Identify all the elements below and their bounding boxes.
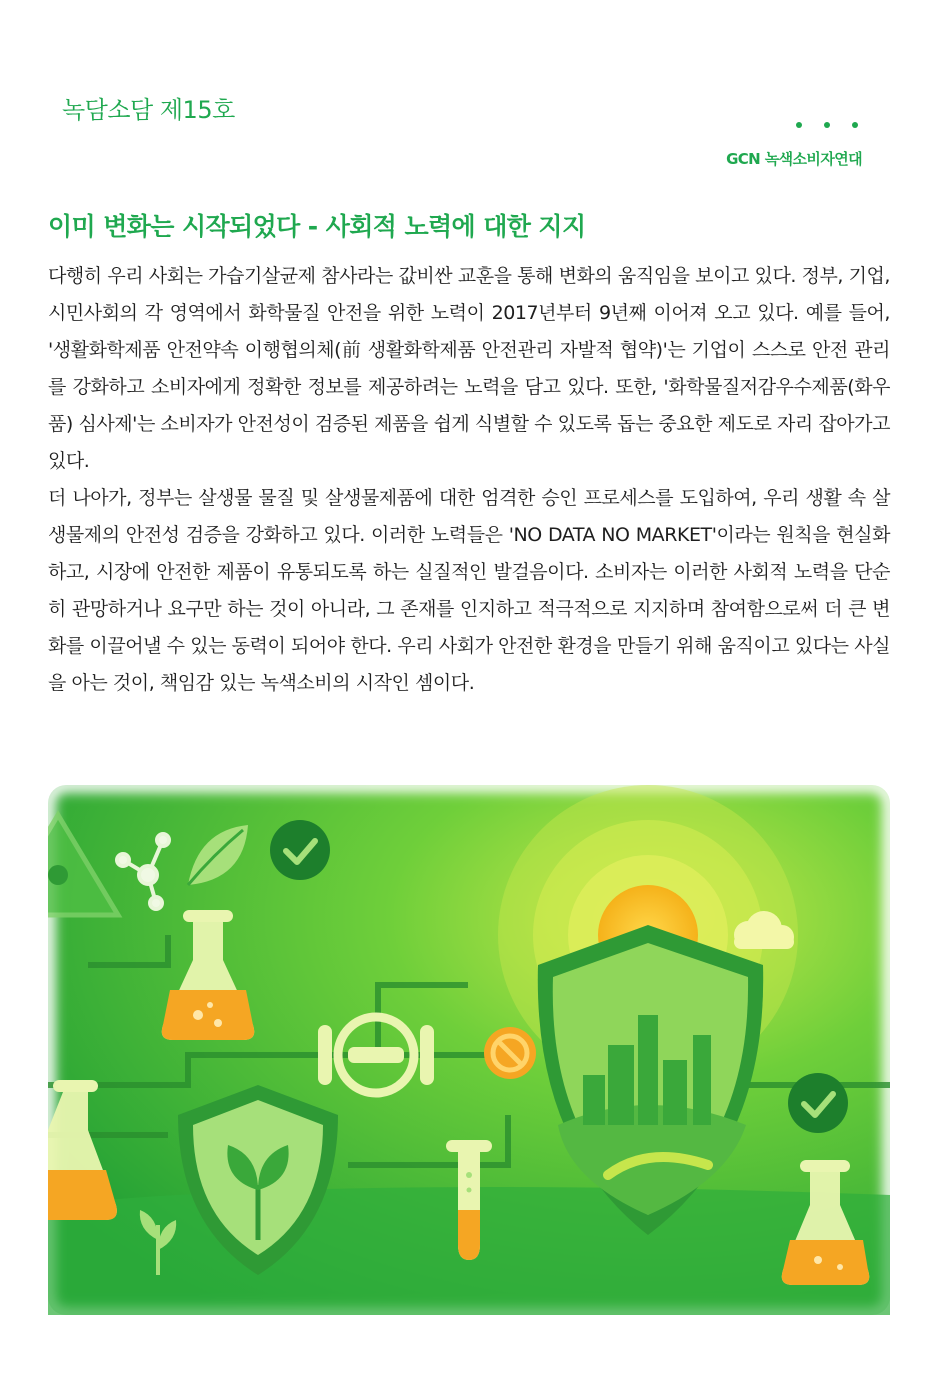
issue-label: 녹담소담 제15호 bbox=[62, 96, 235, 124]
prohibited-icon bbox=[484, 1027, 536, 1079]
dot bbox=[852, 122, 858, 128]
article-heading: 이미 변화는 시작되었다 - 사회적 노력에 대한 지지 bbox=[48, 212, 586, 241]
paragraph: 다행히 우리 사회는 가습기살균제 참사라는 값비싼 교훈을 통해 변화의 움직임을 보이고 있다. 정부, 기업, 시민사회의 각 영역에서 화학물질 안전을 위한 노력이 2017년부터 9년째 이어져 오고 있다. 예를 들어, '생활화학제품 안전약속 이행협의체(前 생활화학제품 안전관리 자발적 협약)'는 기업이 스스로 안전 관리를 강화하고 소비자에게 정확한 정보를 제공하려는 노력을 담고 있다. 또한, '화학물질저감우수제품(화우품) 심사제'는 소비자가 안전성이 검증된 제품을 쉽게 식별할 수 있도록 돕는 중요한 제도로 자리 잡아가고 있다. bbox=[48, 265, 890, 472]
check-circle-icon bbox=[270, 820, 330, 880]
article-body bbox=[48, 258, 890, 702]
brand-name: GCN 녹색소비자연대 bbox=[726, 150, 862, 168]
paragraph: 더 나아가, 정부는 살생물 물질 및 살생물제품에 대한 엄격한 승인 프로세스를 도입하여, 우리 생활 속 살생물제의 안전성 검증을 강화하고 있다. 이러한 노력들은 'NO DATA NO MARKET'이라는 원칙을 현실화하고, 시장에 안전한 제품이 유통되도록 하는 실질적인 발걸음이다. 소비자는 이러한 사회적 노력을 단순히 관망하거나 요구만 하는 것이 아니라, 그 존재를 인지하고 적극적으로 지지하며 참여함으로써 더 큰 변화를 이끌어낼 수 있는 동력이 되어야 한다. 우리 사회가 안전한 환경을 만들기 위해 움직이고 있다는 사실을 아는 것이, 책임감 있는 녹색소비의 시작인 셈이다. bbox=[48, 487, 890, 694]
brand-block bbox=[726, 122, 862, 169]
dot bbox=[824, 122, 830, 128]
decorative-dots bbox=[726, 122, 862, 128]
chemical-safety-illustration bbox=[48, 785, 890, 1315]
check-circle-icon bbox=[788, 1073, 848, 1133]
dot bbox=[796, 122, 802, 128]
